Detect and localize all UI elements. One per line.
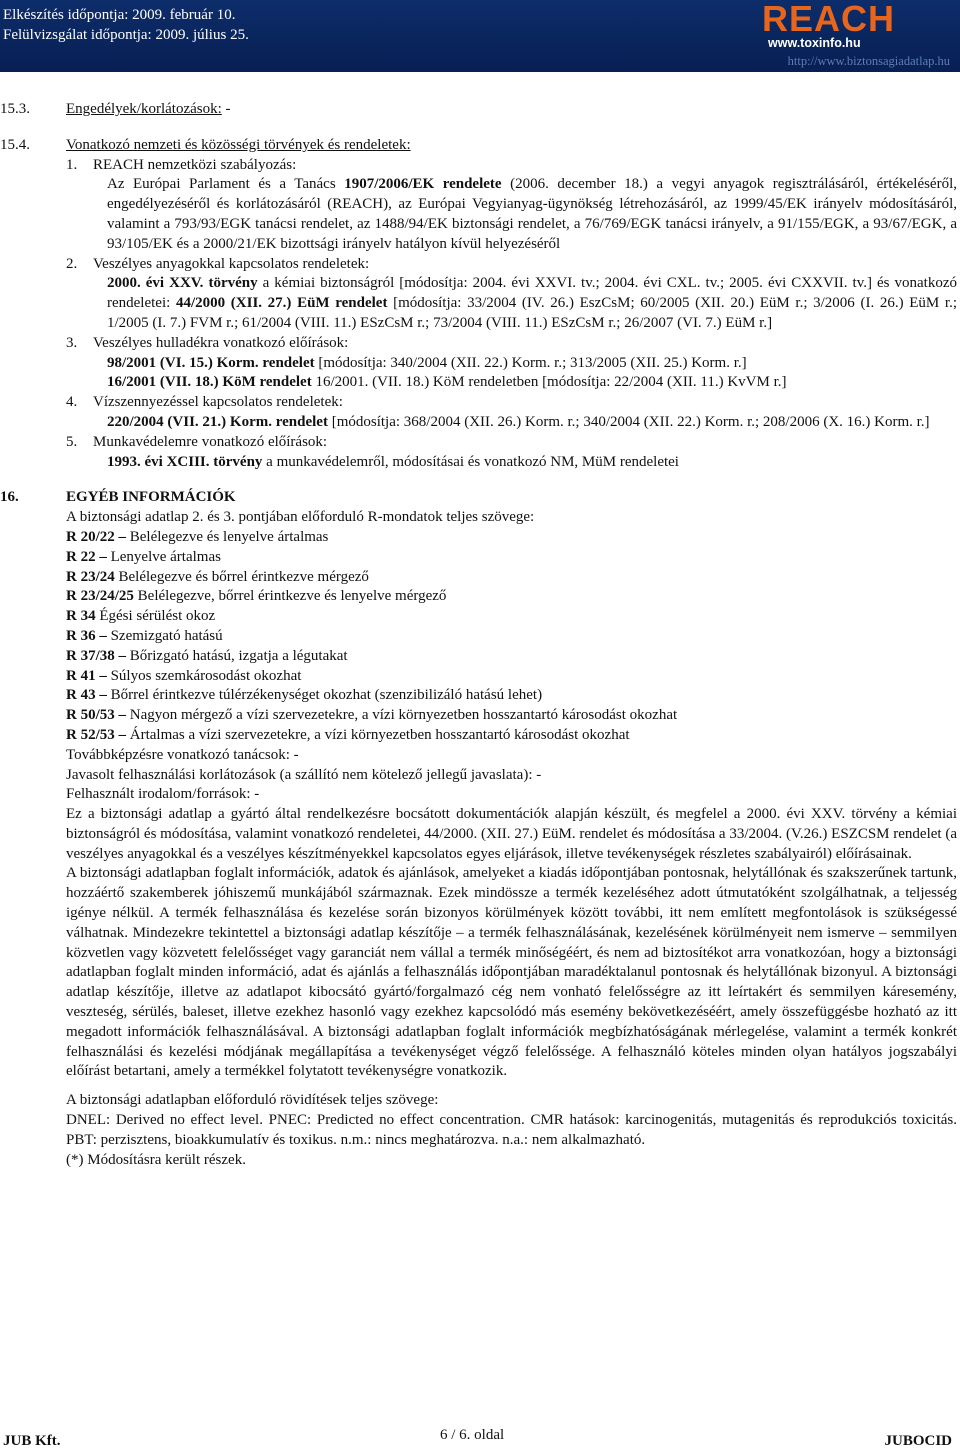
page-footer: [0, 1428, 960, 1448]
reach-logo-text: REACH: [762, 0, 896, 39]
r-phrase-text: Égési sérülést okoz: [95, 608, 216, 625]
section-15-3: [0, 100, 960, 120]
section-number: 15.4.: [0, 136, 30, 153]
section-15-4: [0, 136, 960, 156]
r-phrase-code: R 37/38 –: [66, 647, 126, 664]
toxinfo-url: www.toxinfo.hu: [768, 36, 861, 50]
abbreviations-text: DNEL: Derived no effect level. PNEC: Predicted no effect concentration. CMR hatások: karcinogenitás, mutagenitás és reprodukciós toxicitás. PBT: perzisztens, bioakkumulatív és toxikus. n.m.: nincs meghatározva. n.a.: nem alkalmazható.: [66, 1112, 957, 1148]
r-phrase-code: R 52/53 –: [66, 726, 126, 743]
r-phrase-code: R 50/53 –: [66, 707, 126, 724]
list-item-4: 4. Vízszennyezéssel kapcsolatos rendeletek:: [66, 394, 343, 411]
r-phrase-text: Belélegezve és bőrrel érintkezve mérgező: [114, 568, 369, 585]
r-phrase-item: [66, 528, 957, 548]
r-phrase-text: Belélegezve és lenyelve ártalmas: [126, 528, 329, 545]
r-phrase-text: Nagyon mérgező a vízi szervezetekre, a vízi környezetben hosszantartó károsodást okozhat: [126, 707, 678, 724]
modified-note: (*) Módosításra került részek.: [66, 1151, 246, 1168]
section-title: Engedélyek/korlátozások:: [66, 101, 222, 117]
r-phrase-code: R 43 –: [66, 687, 107, 704]
list-item-5: 5. Munkavédelemre vonatkozó előírások:: [66, 433, 328, 450]
r-phrase-code: R 36 –: [66, 627, 107, 644]
site-url[interactable]: http://www.biztonsagiadatlap.hu: [787, 54, 950, 68]
document-body: [0, 100, 960, 1170]
r-phrase-code: R 23/24/25: [66, 588, 134, 605]
reach-logo: [754, 0, 934, 52]
r-phrase-item: [66, 627, 957, 647]
r-phrase-item: [66, 587, 957, 607]
section-16: [0, 488, 960, 508]
r-phrase-item: [66, 667, 957, 687]
usage-restrictions: Javasolt felhasználási korlátozások (a szállító nem kötelező jellegű javaslata): -: [66, 766, 542, 783]
section-number: 16.: [0, 489, 19, 506]
waste-regulation-1: 98/2001 (VI. 15.) Korm. rendelet [módosítja: 340/2004 (XII. 22.) Korm. r.; 313/2005 (XII. 25.) Korm. r.]: [107, 354, 747, 371]
r-phrase-item: [66, 647, 957, 667]
literature-sources: Felhasznált irodalom/források: -: [66, 786, 260, 803]
r-phrase-code: R 22 –: [66, 548, 107, 565]
waste-regulation-2: 16/2001 (VII. 18.) KöM rendelet 16/2001. (VII. 18.) KöM rendeletben [módosítja: 22/2004 (XII. 11.) KvVM r.]: [107, 374, 787, 391]
r-phrase-item: [66, 686, 957, 706]
reach-regulation-text: Az Európai Parlament és a Tanács 1907/2006/EK rendelete (2006. december 18.) a vegyi anyagok regisztrálásáról, értékeléséről, engedélyezéséről és korlátozásáról (REACH), az Európai Vegyianyag-ügynökség létrehozásáról, az 1999/45/EK irányelv módosításáról, valamint a 793/93/EGK tanácsi rendelet, az 1488/94/EK biztonsági rendelet, a 76/769/EGK tanácsi irányelv, a 91/155/EGK, a 93/67/EGK, a 93/105/EK és a 2000/21/EK bizottsági irányelv hatályon kívül helyezéséről: [107, 176, 958, 252]
r-phrase-code: R 23/24: [66, 568, 115, 585]
section-value: -: [221, 101, 231, 117]
r-phrase-text: Bőrizgató hatású, izgatja a légutakat: [126, 647, 348, 664]
r-phrase-item: [66, 568, 957, 588]
footer-company: JUB Kft.: [3, 1433, 61, 1449]
section-number: 15.3.: [0, 101, 30, 117]
r-phrase-item: [66, 607, 957, 627]
r-phrase-item: [66, 706, 957, 726]
footer-product: JUBOCID: [884, 1433, 952, 1449]
r-phrase-code: R 34: [66, 608, 96, 625]
r-phrase-intro: A biztonsági adatlap 2. és 3. pontjában előforduló R-mondatok teljes szövege:: [66, 509, 535, 526]
r-phrase-text: Bőrrel érintkezve túlérzékenységet okozhat (szenzibilizáló hatású lehet): [106, 687, 543, 704]
list-item-2: 2. Veszélyes anyagokkal kapcsolatos rendeletek:: [66, 255, 370, 272]
page-number: 6 / 6. oldal: [440, 1427, 505, 1443]
section-title: EGYÉB INFORMÁCIÓK: [66, 489, 236, 506]
r-phrase-text: Súlyos szemkárosodást okozhat: [106, 667, 302, 684]
creation-date: Elkészítés időpontja: 2009. február 10.: [3, 7, 236, 23]
water-regulation-text: 220/2004 (VII. 21.) Korm. rendelet [módosítja: 368/2004 (XII. 26.) Korm. r.; 340/2004 (XII. 22.) Korm. r.; 208/2006 (X. 16.) Korm. r.]: [107, 413, 930, 430]
revision-date: Felülvizsgálat időpontja: 2009. július 25.: [3, 27, 249, 43]
page-header: [0, 0, 960, 72]
r-phrase-text: Ártalmas a vízi szervezetekre, a vízi környezetben hosszantartó károsodást okozhat: [126, 726, 630, 743]
training-advice: Továbbképzésre vonatkozó tanácsok: -: [66, 746, 299, 763]
hazardous-regulation-text: 2000. évi XXV. törvény a kémiai biztonságról [módosítja: 2004. évi XXVI. tv.; 2004. évi CXL. tv.; 2005. évi CXXVII. tv.] és vonatkozó rendeletei: 44/2000 (XII. 27.) EüM rendelet [módosítja: 33/2004 (IV. 26.) EszCsM; 60/2005 (XII. 20.) EüM r.; 3/2006 (I. 26.) EüM r.; 1/2005 (I. 7.) FVM r.; 61/2004 (VIII. 11.) ESzCsM r.; 73/2004 (VIII. 11.) ESzCsM r.; 26/2007 (VI. 7.) EüM r.]: [107, 275, 957, 331]
list-item-1: 1. REACH nemzetközi szabályozás:: [66, 156, 297, 173]
disclaimer-paragraph: A biztonsági adatlapban foglalt információk, adatok és ajánlások, amelyeket a kiadás időpontjában pontosnak, helytállónak és szakszerűnek tartunk, hozzáértő szakemberek jóhiszemű munkájából származnak. Ezek mindössze a termék kezeléséhez adott útmutatóként szolgálhatnak, a teljesség igénye nélkül. A termék felhasználása és kezelése során bizonyos körülmények között további, itt nem említett megfontolások is szükségessé válhatnak. Mindezekre tekintettel a biztonsági adatlap készítője – a termék felhasználásának, kezelésének körülményeit nem ismerve – semmilyen közvetlen vagy közvetett felelősséget vagy garanciát nem vállal a termék minőségéért, és nem ad biztosítékot arra vonatkozóan, hogy a biztonsági adatlapban foglalt minden információ, adat és ajánlás a felhasználás időpontjában maradéktalanul pontosnak és helytállónak bizonyul. A biztonsági adatlap készítője, illetve az adatlapot kibocsátó gyártó/forgalmazó cég nem vonható felelősségre az itt leírtakért és semmilyen káresemény, veszteség, sérülés, baleset, illetve ezekhez hasonló vagy ezekhez kapcsolódó más esemény bekövetkezéséért, amely összefüggésbe hozható az itt megadott információk felhasználásával. A biztonsági adatlapban foglalt információk megbízhatóságának mérlegelése, valamint a termék konkrét felhasználási és kezelési módjának megállapítása a tevékenységet végző felelőssége. A felhasználó köteles minden olyan hatályos jogszabályi előírást betartani, amely a termékkel folytatott tevékenységre vonatkozik.: [66, 865, 957, 1080]
abbreviations-title: A biztonsági adatlapban előforduló rövidítések teljes szövege:: [66, 1092, 439, 1109]
r-phrase-text: Belélegezve, bőrrel érintkezve és lenyelve mérgező: [133, 588, 447, 605]
r-phrase-list: [66, 528, 957, 746]
r-phrase-item: [66, 548, 957, 568]
r-phrase-text: Lenyelve ártalmas: [106, 548, 221, 565]
r-phrase-code: R 41 –: [66, 667, 107, 684]
compliance-paragraph: Ez a biztonsági adatlap a gyártó által rendelkezésre bocsátott dokumentációk alapján készült, és megfelel a 2000. évi XXV. törvény a kémiai biztonságról és módosítása, valamint vonatkozó rendeletei, 44/2000. (XII. 27.) EüM. rendelet és módosítása a 33/2004. (V.26.) ESZCSM rendelet (a veszélyes anyagokkal és a veszélyes készítményekkel kapcsolatos egyes eljárások, illetve tevékenységek részletes szabályairól) előírásainak.: [66, 806, 957, 862]
list-item-3: 3. Veszélyes hulladékra vonatkozó előírások:: [66, 334, 349, 351]
r-phrase-text: Szemizgató hatású: [106, 627, 223, 644]
r-phrase-item: [66, 726, 957, 746]
r-phrase-code: R 20/22 –: [66, 528, 126, 545]
work-safety-text: 1993. évi XCIII. törvény a munkavédelemről, módosításai és vonatkozó NM, MüM rendeletei: [107, 453, 679, 470]
section-title: Vonatkozó nemzeti és közösségi törvények és rendeletek:: [66, 136, 411, 153]
